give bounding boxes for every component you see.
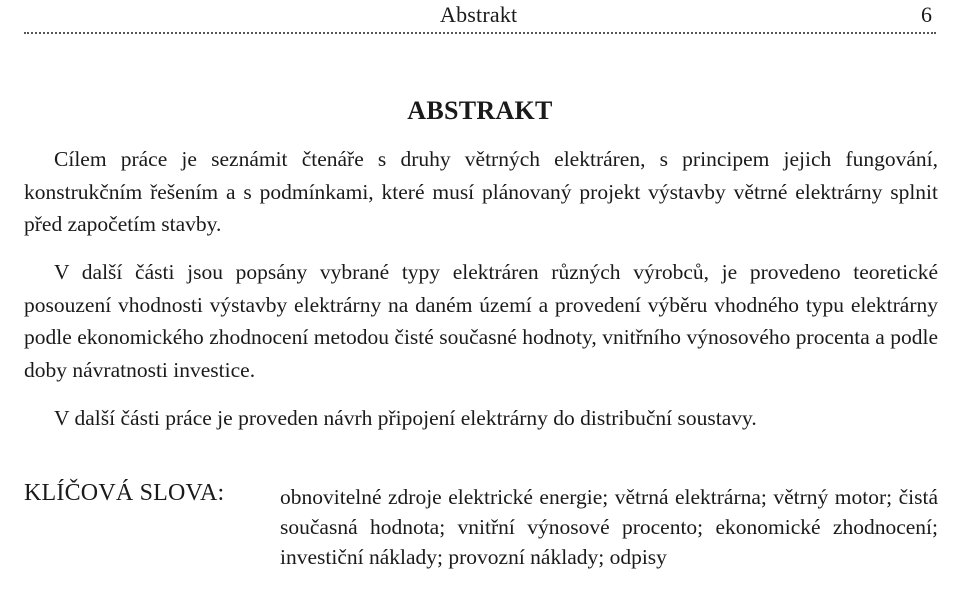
- abstract-paragraph-1: Cílem práce je seznámit čtenáře s druhy větrných elektráren, s principem jejich fungování, konstrukčním řešením a s podmínkami, které musí plánovaný projekt výstavby větrné elektrárny splnit před započetím stavby.: [24, 147, 938, 236]
- section-title: [0, 96, 960, 126]
- page-number: 6: [921, 2, 932, 27]
- keywords-label: KLÍČOVÁ SLOVA:: [24, 480, 225, 506]
- keywords-text: obnovitelné zdroje elektrické energie; větrná elektrárna; větrný motor; čistá současná hodnota; vnitřní výnosové procento; ekonomické zhodnocení; investiční náklady; provozní náklady; odpisy: [280, 485, 938, 569]
- abstract-paragraph-2: V další části jsou popsány vybrané typy elektráren různých výrobců, je provedeno teoretické posouzení vhodnosti výstavby elektrárny na daném území a provedení výběru vhodného typu elektrárny podle ekonomického zhodnocení metodou čisté současné hodnoty, vnitřního výnosového procenta a podle doby návratnosti investice.: [24, 260, 938, 382]
- abstract-paragraph-3: V další části práce je proveden návrh připojení elektrárny do distribuční soustavy.: [54, 406, 757, 430]
- section-title-text: ABSTRAKT: [407, 96, 553, 125]
- page-header: [24, 0, 936, 34]
- header-title: Abstrakt: [440, 2, 518, 27]
